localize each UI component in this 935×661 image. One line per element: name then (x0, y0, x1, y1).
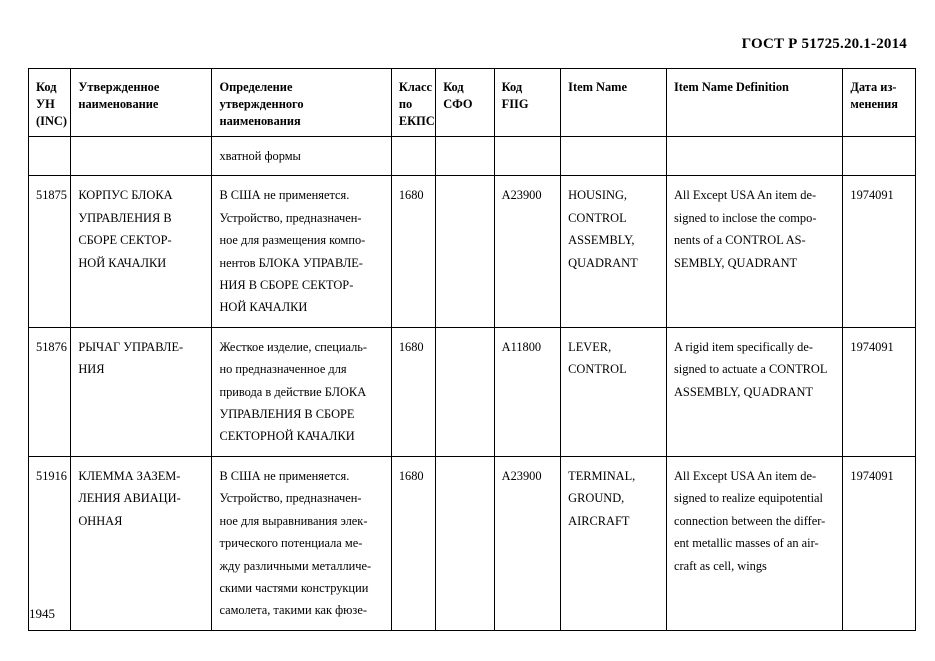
table-row-continuation (29, 137, 916, 176)
cell-ekps (391, 137, 435, 176)
cell-item-name-definition: A rigid item specifically de- signed to actuate a CONTROL ASSEMBLY, QUADRANT (666, 327, 842, 456)
cell-definition: Жесткое изделие, специаль- но предназначенное для привода в действие БЛОКА УПРАВЛЕНИЯ В СБОРЕ СЕКТОРНОЙ КАЧАЛКИ (212, 327, 391, 456)
cell-item-name: TERMINAL, GROUND, AIRCRAFT (561, 456, 667, 630)
column-header-definition: Определение утвержденного наименования (212, 69, 391, 137)
column-header-fiig: Код FIIG (494, 69, 561, 137)
cell-ekps: 1680 (391, 456, 435, 630)
nomenclature-table (28, 68, 916, 631)
table-row (29, 456, 916, 630)
column-header-item-name: Item Name (561, 69, 667, 137)
cell-sfo (436, 176, 494, 327)
page-number: 1945 (29, 606, 55, 621)
cell-approved-name: КЛЕММА ЗАЗЕМ- ЛЕНИЯ АВИАЦИ- ОННАЯ (71, 456, 212, 630)
cell-definition: В США не применяется. Устройство, предназначен- ное для размещения компо- нентов БЛОКА УПРАВЛЕ- НИЯ В СБОРЕ СЕКТОР- НОЙ КАЧАЛКИ (212, 176, 391, 327)
cell-inc: 51875 (29, 176, 71, 327)
cell-change-date (843, 137, 916, 176)
cell-approved-name (71, 137, 212, 176)
document-standard-header: ГОСТ Р 51725.20.1-2014 (741, 36, 907, 52)
cell-approved-name: РЫЧАГ УПРАВЛЕ- НИЯ (71, 327, 212, 456)
cell-inc (29, 137, 71, 176)
cell-approved-name: КОРПУС БЛОКА УПРАВЛЕНИЯ В СБОРЕ СЕКТОР- НОЙ КАЧАЛКИ (71, 176, 212, 327)
cell-ekps: 1680 (391, 176, 435, 327)
cell-item-name (561, 137, 667, 176)
cell-sfo (436, 137, 494, 176)
table-header-row (29, 69, 916, 137)
cell-item-name: LEVER, CONTROL (561, 327, 667, 456)
column-header-sfo: Код СФО (436, 69, 494, 137)
cell-item-name-definition (666, 137, 842, 176)
column-header-change-date: Дата из- менения (843, 69, 916, 137)
cell-sfo (436, 327, 494, 456)
cell-inc: 51876 (29, 327, 71, 456)
column-header-approved-name: Утвержденное наименование (71, 69, 212, 137)
cell-item-name: HOUSING, CONTROL ASSEMBLY, QUADRANT (561, 176, 667, 327)
cell-change-date: 1974091 (843, 176, 916, 327)
cell-change-date: 1974091 (843, 456, 916, 630)
cell-fiig: A23900 (494, 176, 561, 327)
table-row (29, 327, 916, 456)
cell-sfo (436, 456, 494, 630)
cell-definition: хватной формы (212, 137, 391, 176)
cell-fiig: A11800 (494, 327, 561, 456)
cell-fiig (494, 137, 561, 176)
column-header-inc: Код УН (INC) (29, 69, 71, 137)
cell-fiig: A23900 (494, 456, 561, 630)
cell-ekps: 1680 (391, 327, 435, 456)
cell-item-name-definition: All Except USA An item de- signed to realize equipotential connection between the differ- ent metallic masses of an air- craft as cell, wings (666, 456, 842, 630)
table-row (29, 176, 916, 327)
column-header-item-name-definition: Item Name Definition (666, 69, 842, 137)
column-header-ekps: Класс по ЕКПС (391, 69, 435, 137)
cell-item-name-definition: All Except USA An item de- signed to inclose the compo- nents of a CONTROL AS- SEMBLY, QUADRANT (666, 176, 842, 327)
cell-definition: В США не применяется. Устройство, предназначен- ное для выравнивания элек- трического потенциала ме- жду различными металличе- скими частями конструкции самолета, такими как фюзе- (212, 456, 391, 630)
cell-change-date: 1974091 (843, 327, 916, 456)
cell-inc: 51916 (29, 456, 71, 630)
